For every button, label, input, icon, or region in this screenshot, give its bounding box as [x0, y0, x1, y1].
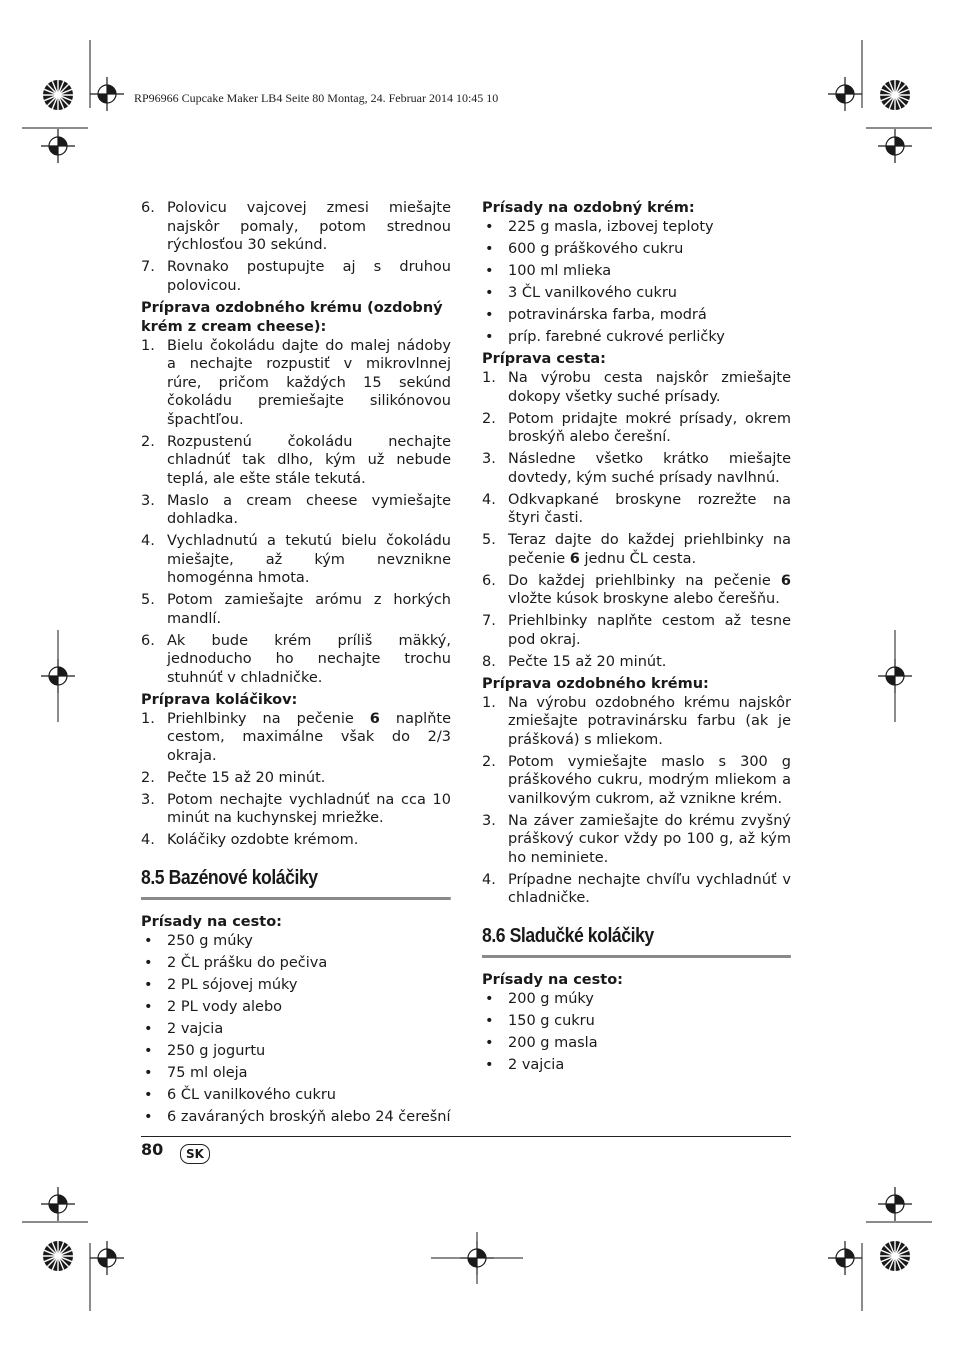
item-text: 100 ml mlieka — [508, 263, 612, 279]
registration-mark-icon — [41, 1187, 75, 1221]
item-number: 1. — [141, 710, 155, 727]
item-text: 200 g múky — [508, 991, 594, 1007]
registration-mark-icon — [828, 1241, 862, 1275]
item-text: Priehlbinky na pečenie 6 naplňte cestom, maximálne však do 2/3 okraja. — [167, 710, 451, 764]
item-number: 6. — [141, 632, 155, 649]
item-number: 2. — [482, 410, 496, 427]
registration-mark-icon — [90, 1241, 124, 1275]
list-item: • 250 g jogurtu — [141, 1042, 451, 1061]
item-number: 3. — [141, 492, 155, 509]
item-number: 2. — [482, 753, 496, 770]
item-text: 6 ČL vanilkového cukru — [167, 1087, 336, 1103]
item-number: 1. — [141, 337, 155, 354]
item-text: 75 ml oleja — [167, 1065, 248, 1081]
item-text: Potom zamiešajte arómu z horkých mandlí. — [167, 592, 451, 627]
frosting-heading: Príprava ozdobného krému (ozdobný krém z cream cheese): — [141, 299, 443, 335]
color-star-mark-icon — [43, 1241, 73, 1271]
list-item: • 6 zaváraných broskýň alebo 24 čerešní — [144, 1109, 451, 1125]
page-number: 80 — [141, 1140, 164, 1159]
item-text: 600 g práškového cukru — [508, 241, 684, 257]
crop-marks — [22, 40, 932, 1311]
cakes-heading: Príprava koláčikov: — [141, 691, 298, 708]
item-text: Polovicu vajcovej zmesi miešajte najskôr pomaly, potom strednou rýchlosťou 30 sekúnd. — [167, 200, 451, 253]
item-text: Následne všetko krátko miešajte dovtedy, kým suché prísady navlhnú. — [508, 451, 791, 486]
item-number: 5. — [141, 592, 155, 608]
item-number: 4. — [482, 491, 496, 508]
item-text: 250 g múky — [167, 933, 253, 949]
item-text: Potom vymiešajte maslo s 300 g práškového cukru, modrým mliekom a vanilkovým cukrom, až vznikne krém. — [508, 753, 791, 807]
registration-mark-icon — [41, 129, 75, 163]
registration-mark-icon — [90, 77, 124, 111]
cream-heading: Prísady na ozdobný krém: — [482, 200, 695, 216]
item-number: 6. — [482, 572, 496, 589]
dough-heading: Prísady na cesto: — [482, 972, 623, 988]
frosting2-heading: Príprava ozdobného krému: — [482, 675, 709, 692]
item-text: Potom nechajte vychladnúť na cca 10 minút na kuchynskej mriežke. — [167, 791, 451, 826]
item-number: 7. — [141, 259, 155, 275]
list-item: • 600 g práškového cukru — [482, 240, 791, 259]
list-item: • 75 ml oleja — [141, 1064, 451, 1083]
item-text: Koláčiky ozdobte krémom. — [167, 832, 359, 848]
item-text: Na záver zamiešajte do krému zvyšný práškový cukor vždy po 100 g, až kým ho neminiete. — [508, 812, 791, 866]
item-text: Odkvapkané broskyne rozrežte na štyri časti. — [508, 491, 791, 526]
section-title: 8.5 Bazénové koláčiky — [141, 867, 451, 900]
print-header: RP96966 Cupcake Maker LB4 Seite 80 Montag, 24. Februar 2014 10:45 10 — [134, 91, 499, 105]
dough-heading: Prísady na cesto: — [141, 914, 282, 930]
item-text: Rozpustenú čokoládu nechajte chladnúť tak dlho, kým už nebude teplá, ale ešte stále tekutá. — [167, 433, 451, 487]
list-item: • 250 g múky — [141, 932, 451, 951]
item-text: príp. farebné cukrové perličky — [508, 329, 725, 345]
list-item: • 2 vajcia — [482, 1056, 791, 1075]
item-number: 1. — [482, 370, 496, 386]
item-number: 4. — [141, 832, 155, 848]
item-text: Maslo a cream cheese vymiešajte dohladka. — [167, 492, 451, 527]
list-item: • 2 ČL prášku do pečiva — [141, 954, 451, 973]
item-text: Rovnako postupujte aj s druhou polovicou. — [167, 259, 451, 294]
item-number: 6. — [141, 200, 155, 216]
list-item: • 2 vajcia — [141, 1020, 451, 1039]
item-text: Na výrobu ozdobného krému najskôr zmiešajte potravinársku farbu (ak je prášková) s mliekom. — [508, 694, 791, 748]
list-item: • 150 g cukru — [482, 1012, 791, 1031]
list-item: • príp. farebné cukrové perličky — [482, 328, 791, 347]
item-text: Ak bude krém príliš mäkký, jednoducho ho nechajte trochu stuhnúť v chladničke. — [167, 632, 451, 686]
item-number: 3. — [141, 791, 155, 808]
list-item: • 6 ČL vanilkového cukru — [141, 1086, 451, 1105]
item-text: 250 g jogurtu — [167, 1043, 266, 1059]
list-item: • 3 ČL vanilkového cukru — [482, 284, 791, 303]
section-title: 8.6 Sladučké koláčiky — [482, 925, 791, 958]
color-star-mark-icon — [43, 80, 73, 110]
list-item: • 2 PL sójovej múky — [141, 976, 451, 995]
item-number: 3. — [482, 451, 496, 467]
item-number: 8. — [482, 653, 496, 670]
list-item: • 225 g masla, izbovej teploty — [482, 218, 791, 237]
item-text: 150 g cukru — [508, 1013, 595, 1029]
batter-heading: Príprava cesta: — [482, 351, 606, 367]
item-text: Potom pridajte mokré prísady, okrem broskýň alebo čerešní. — [508, 410, 791, 445]
list-item: • 2 PL vody alebo — [141, 998, 451, 1017]
item-text: 2 PL sójovej múky — [167, 977, 298, 993]
item-number: 2. — [141, 769, 155, 786]
item-text: potravinárska farba, modrá — [508, 307, 707, 323]
list-item: • 200 g múky — [482, 990, 791, 1009]
item-text: Pečte 15 až 20 minút. — [508, 653, 667, 670]
item-text: 225 g masla, izbovej teploty — [508, 219, 714, 235]
item-number: 2. — [141, 433, 155, 450]
item-number: 4. — [482, 871, 496, 888]
registration-mark-icon — [878, 129, 912, 163]
item-text: 2 vajcia — [167, 1021, 224, 1037]
item-text: 2 ČL prášku do pečiva — [167, 955, 328, 971]
item-number: 1. — [482, 694, 496, 711]
list-item: • 200 g masla — [482, 1034, 791, 1053]
color-star-mark-icon — [880, 80, 910, 110]
item-text: Do každej priehlbinky na pečenie 6 vložte kúsok broskyne alebo čerešňu. — [508, 572, 791, 607]
item-text: Teraz dajte do každej priehlbinky na pečenie 6 jednu ČL cesta. — [508, 532, 791, 567]
item-text: Pečte 15 až 20 minút. — [167, 769, 326, 786]
item-text: 6 zaváraných broskýň alebo 24 čerešní — [167, 1109, 451, 1125]
item-text: Priehlbinky naplňte cestom až tesne pod okraj. — [508, 613, 791, 648]
list-item: • potravinárska farba, modrá — [482, 306, 791, 325]
item-text: Vychladnutú a tekutú bielu čokoládu miešajte, až kým nevznikne homogénna hmota. — [167, 533, 451, 586]
registration-mark-icon — [878, 1187, 912, 1221]
item-text: 3 ČL vanilkového cukru — [508, 285, 677, 301]
item-text: 200 g masla — [508, 1035, 598, 1051]
item-text: 2 vajcia — [508, 1057, 565, 1073]
item-text: 2 PL vody alebo — [167, 999, 283, 1015]
registration-mark-icon — [828, 77, 862, 111]
list-item: • 100 ml mlieka — [482, 262, 791, 281]
item-number: 5. — [482, 532, 496, 548]
item-text: Bielu čokoládu dajte do malej nádoby a nechajte rozpustiť v mikrovlnnej rúre, pričom každých 15 sekúnd čokoládu premiešajte silikónovou špachtľou. — [167, 337, 451, 428]
language-badge: SK — [180, 1144, 210, 1164]
item-text: Na výrobu cesta najskôr zmiešajte dokopy všetky suché prísady. — [508, 370, 791, 405]
item-number: 4. — [141, 533, 155, 549]
item-text: Prípadne nechajte chvíľu vychladnúť v chladničke. — [508, 871, 791, 906]
color-star-mark-icon — [880, 1241, 910, 1271]
item-number: 7. — [482, 613, 496, 629]
item-number: 3. — [482, 812, 496, 829]
